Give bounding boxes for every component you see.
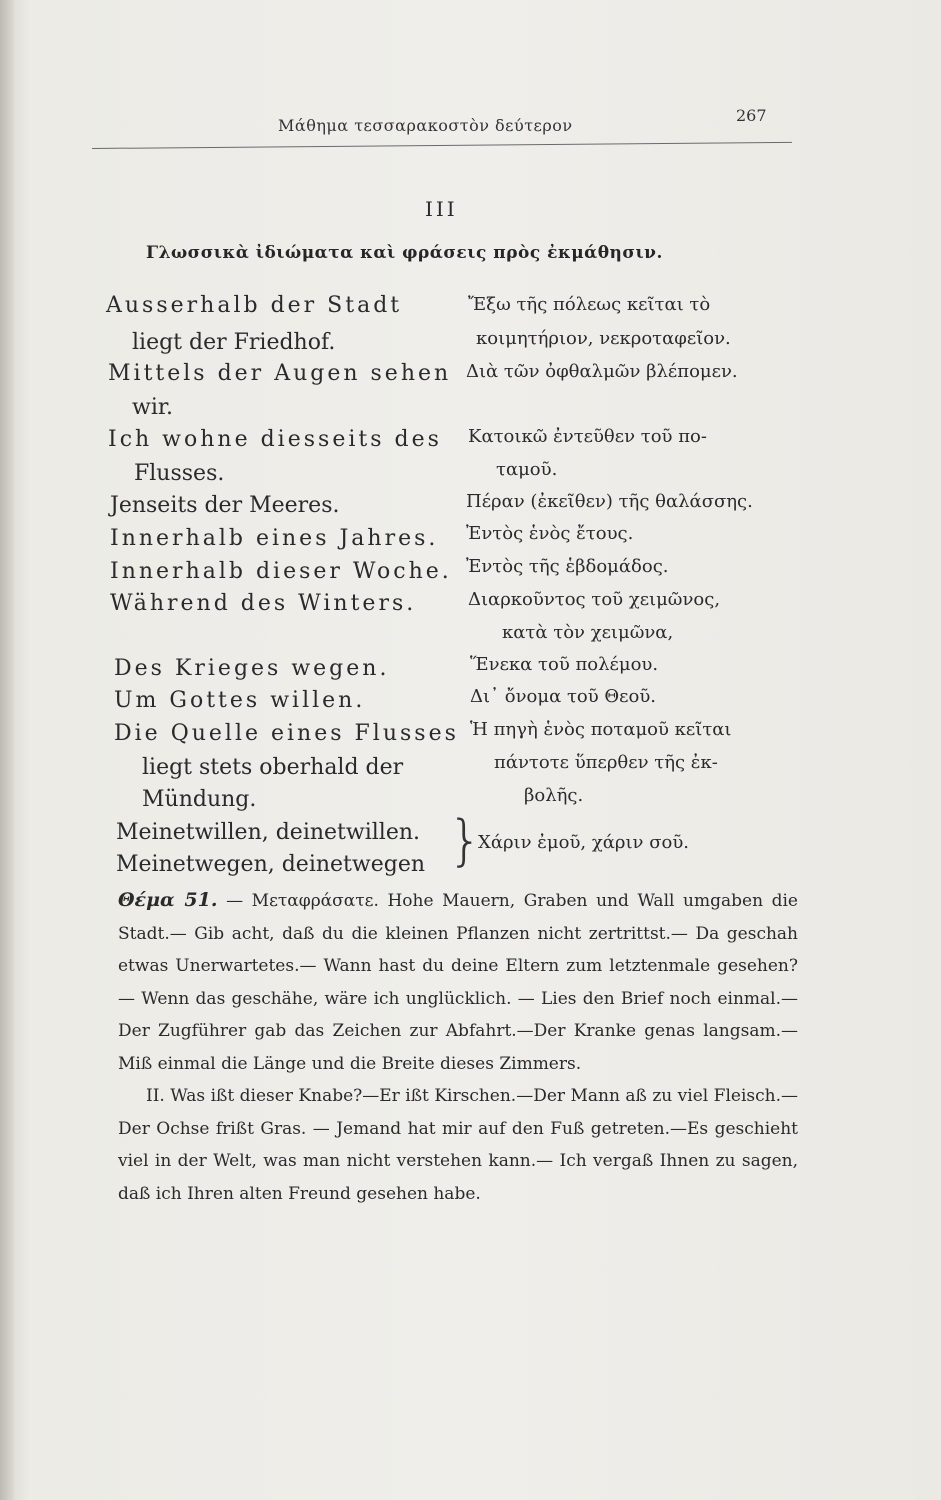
gr-phrase: Κατοικῶ ἐντεῦθεν τοῦ πο-: [468, 426, 707, 447]
de-phrase: Meinetwegen, deinetwegen: [116, 852, 426, 877]
book-spine: [0, 0, 14, 1500]
de-phrase: Ich wohne diesseits des: [108, 427, 442, 452]
gr-phrase: πάντοτε ὕπερθεν τῆς ἐκ-: [494, 752, 718, 773]
running-header: Μάθημα τεσσαρακοστὸν δεύτερον: [278, 116, 573, 135]
de-phrase: Während des Winters.: [110, 591, 417, 616]
de-phrase: wir.: [132, 395, 173, 420]
header-rule: [92, 142, 792, 149]
section-numeral: III: [425, 197, 458, 221]
gr-phrase: Διαρκοῦντος τοῦ χειμῶνος,: [468, 589, 721, 610]
exercise-text: — Μεταφράσατε. Hohe Mauern, Graben und Wall umgaben die Stadt.— Gib acht, daß du die kleinen Pflanzen nicht zertrittst.— Da geschah etwas Unerwartetes.— Wann hast du deine Eltern zum letztenmale gesehen? — Wenn das geschähe, wäre ich unglücklich. — Lies den Brief noch einmal.—Der Zugführer gab das Zeichen zur Abfahrt.—Der Kranke genas langsam.—Miß einmal die Länge und die Breite dieses Zimmers.: [118, 891, 798, 1074]
gr-phrase: ταμοῦ.: [496, 459, 558, 480]
de-phrase: Ausserhalb der Stadt: [106, 293, 403, 318]
gr-phrase: Δι᾽ ὄνομα τοῦ Θεοῦ.: [470, 686, 657, 707]
exercise-block: [118, 884, 798, 1210]
de-phrase: Des Krieges wegen.: [114, 656, 390, 681]
gr-phrase: Ἕνεκα τοῦ πολέμου.: [470, 654, 659, 675]
gr-phrase: Πέραν (ἐκεῖθεν) τῆς θαλάσσης.: [466, 491, 753, 512]
section-heading: Γλωσσικὰ ἰδιώματα καὶ φράσεις πρὸς ἐκμάθησιν.: [146, 243, 663, 263]
de-phrase: Innerhalb dieser Woche.: [110, 559, 452, 584]
de-phrase: Jenseits der Meeres.: [110, 493, 340, 518]
page-number: 267: [736, 106, 767, 125]
gr-phrase: Διὰ τῶν ὀφθαλμῶν βλέπομεν.: [466, 361, 738, 382]
de-phrase: Um Gottes willen.: [114, 688, 366, 713]
de-phrase: Die Quelle eines Flusses: [114, 721, 459, 746]
de-phrase: Flusses.: [134, 461, 225, 486]
de-phrase: Mündung.: [142, 787, 257, 812]
de-phrase: Mittels der Augen sehen: [108, 361, 452, 386]
gr-phrase: Ἐντὸς ἑνὸς ἔτους.: [466, 523, 634, 544]
de-phrase: Innerhalb eines Jahres.: [110, 526, 439, 551]
gr-phrase: κατὰ τὸν χειμῶνα,: [502, 622, 674, 643]
gr-phrase: Ἡ πηγὴ ἑνὸς ποταμοῦ κεῖται: [470, 719, 732, 740]
de-phrase: liegt der Friedhof.: [132, 330, 336, 355]
de-phrase: liegt stets oberhald der: [142, 755, 404, 780]
exercise-label: Θέμα 51.: [118, 889, 218, 911]
gr-phrase: Χάριν ἐμοῦ, χάριν σοῦ.: [478, 832, 690, 853]
exercise-paragraph-1: [118, 884, 798, 1080]
gr-phrase: βολῆς.: [524, 785, 584, 806]
gr-phrase: κοιμητήριον, νεκροταφεῖον.: [476, 328, 731, 349]
exercise-paragraph-2: II. Was ißt dieser Knabe?—Er ißt Kirschen.—Der Mann aß zu viel Fleisch.— Der Ochse frißt Gras. — Jemand hat mir auf den Fuß getreten.—Es geschieht viel in der Welt, was man nicht verstehen kann.— Ich vergaß Ihnen zu sagen, daß ich Ihren alten Freund gesehen habe.: [118, 1086, 798, 1204]
de-phrase: Meinetwillen, deinetwillen.: [116, 820, 421, 845]
brace-icon: }: [448, 809, 483, 872]
gr-phrase: Ἐντὸς τῆς ἑβδομάδος.: [466, 556, 669, 577]
gr-phrase: Ἔξω τῆς πόλεως κεῖται τὸ: [468, 294, 711, 315]
